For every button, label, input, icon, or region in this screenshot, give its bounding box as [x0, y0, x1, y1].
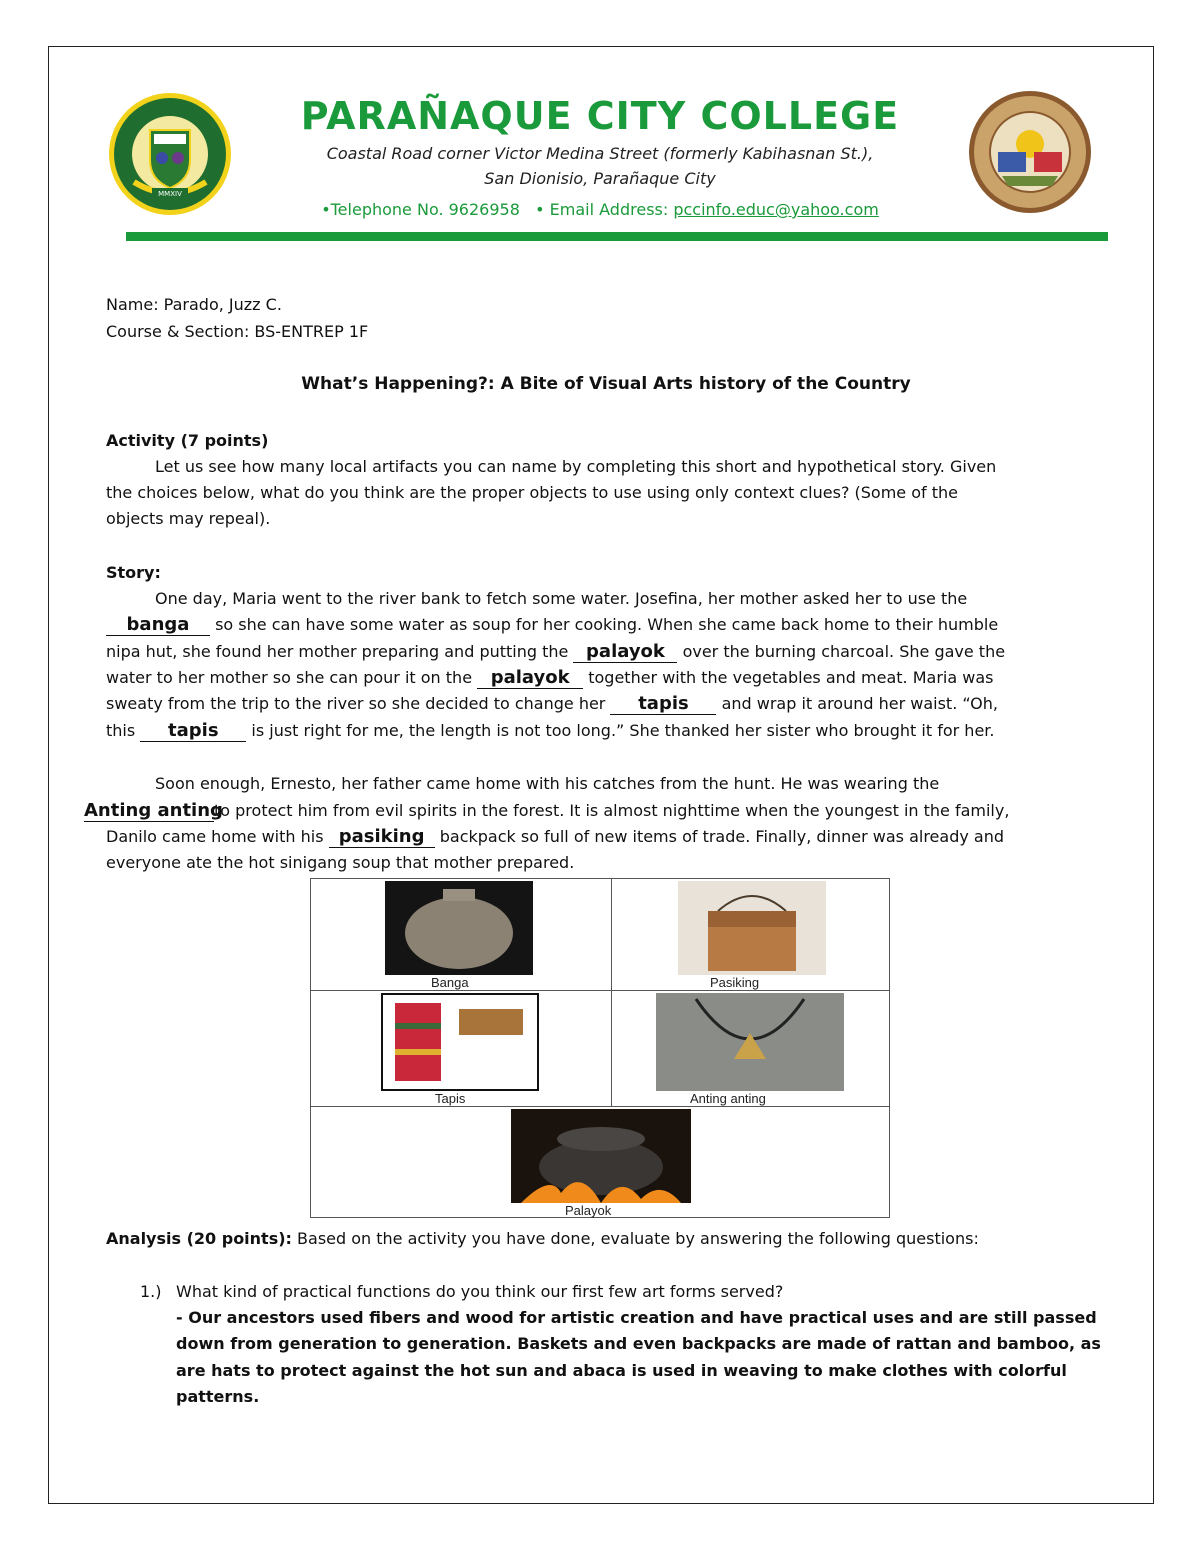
caption-banga: Banga	[431, 975, 469, 990]
story-line-5-pre: sweaty from the trip to the river so she decided to change her	[106, 694, 606, 713]
address-line-2: San Dionisio, Parañaque City	[484, 169, 716, 188]
email-link[interactable]: pccinfo.educ@yahoo.com	[673, 200, 879, 219]
pasiking-image	[678, 881, 826, 975]
page-title: What’s Happening?: A Bite of Visual Arts history of the Country	[301, 374, 911, 394]
answer-blank-banga: banga	[106, 615, 210, 636]
student-name: Name: Parado, Juzz C.	[106, 295, 282, 314]
course-section: Course & Section: BS-ENTREP 1F	[106, 322, 369, 341]
story-p2-line-3	[106, 824, 1004, 850]
story-line-5-post: and wrap it around her waist. “Oh,	[721, 694, 998, 713]
city-seal-logo	[968, 90, 1092, 214]
story-line-6-post: is just right for me, the length is not too long.” She thanked her sister who brought it for her.	[251, 721, 995, 740]
activity-line-1: Let us see how many local artifacts you can name by completing this short and hypothetical story. Given	[155, 457, 997, 476]
contact-line	[260, 200, 940, 219]
analysis-intro	[106, 1226, 979, 1252]
cell-tapis	[311, 991, 612, 1107]
story-line-1: One day, Maria went to the river bank to fetch some water. Josefina, her mother asked her to use the	[155, 589, 968, 608]
story-p2-line-3-pre: Danilo came home with his	[106, 827, 324, 846]
story-heading: Story:	[106, 563, 161, 582]
email-label: • Email Address:	[535, 200, 669, 219]
college-seal-logo	[108, 92, 232, 216]
answer-blank-pasiking: pasiking	[329, 827, 435, 848]
story-line-3-pre: nipa hut, she found her mother preparing and putting the	[106, 642, 569, 661]
activity-heading: Activity (7 points)	[106, 431, 269, 450]
caption-anting: Anting anting	[690, 1091, 766, 1106]
cell-anting	[612, 991, 889, 1107]
analysis-intro-text: Based on the activity you have done, evaluate by answering the following questions:	[297, 1229, 979, 1248]
answer-blank-tapis-1: tapis	[610, 694, 716, 715]
banga-image	[385, 881, 533, 975]
svg-text:MMXIV: MMXIV	[158, 190, 182, 198]
cell-pasiking	[612, 879, 889, 991]
answer-1-line-3: are hats to protect against the hot sun and abaca is used in weaving to make clothes with colorful	[176, 1361, 1067, 1380]
story-line-3	[106, 639, 1005, 665]
story-line-5	[106, 691, 998, 717]
story-p2-line-2-text: to protect him from evil spirits in the forest. It is almost nighttime when the youngest in the family,	[214, 801, 1010, 820]
question-1: What kind of practical functions do you think our first few art forms served?	[176, 1282, 784, 1301]
activity-line-3: objects may repeal).	[106, 509, 271, 528]
cell-banga	[311, 879, 612, 991]
artifact-image-table	[310, 878, 890, 1218]
story-line-2-text: so she can have some water as soup for her cooking. When she came back home to their humble	[215, 615, 999, 634]
activity-line-2: the choices below, what do you think are the proper objects to use using only context clues? (Some of the	[106, 483, 958, 502]
caption-tapis: Tapis	[435, 1091, 466, 1106]
header-divider	[126, 232, 1108, 241]
answer-blank-anting: Anting anting	[84, 800, 223, 821]
college-name: PARAÑAQUE CITY COLLEGE	[300, 94, 900, 138]
story-line-4-pre: water to her mother so she can pour it on the	[106, 668, 473, 687]
caption-pasiking: Pasiking	[710, 975, 760, 990]
story-line-2	[106, 612, 998, 638]
story-p2-line-2	[84, 798, 1009, 824]
story-line-6	[106, 718, 994, 744]
answer-1-line-2: down from generation to generation. Baskets and even backpacks are made of rattan and bamboo, as	[176, 1334, 1101, 1353]
story-p2-line-4: everyone ate the hot sinigang soup that mother prepared.	[106, 853, 575, 872]
story-line-6-pre: this	[106, 721, 136, 740]
question-1-number: 1.)	[140, 1282, 162, 1301]
palayok-image	[511, 1109, 691, 1203]
cell-palayok	[311, 1107, 889, 1217]
answer-blank-tapis-2: tapis	[140, 721, 246, 742]
anting-anting-image	[656, 993, 844, 1091]
telephone: •Telephone No. 9626958	[321, 200, 520, 219]
story-line-4-post: together with the vegetables and meat. Maria was	[588, 668, 994, 687]
tapis-image	[381, 993, 539, 1091]
answer-blank-palayok-2: palayok	[477, 668, 583, 689]
story-line-3-post: over the burning charcoal. She gave the	[682, 642, 1006, 661]
answer-blank-palayok-1: palayok	[573, 642, 677, 663]
address-line-1: Coastal Road corner Victor Medina Street (formerly Kabihasnan St.),	[326, 144, 874, 163]
analysis-heading: Analysis (20 points):	[106, 1229, 292, 1248]
story-p2-line-1: Soon enough, Ernesto, her father came home with his catches from the hunt. He was wearing the	[155, 774, 940, 793]
caption-palayok: Palayok	[565, 1203, 612, 1218]
answer-1-line-4: patterns.	[176, 1387, 260, 1406]
answer-1-line-1: - Our ancestors used fibers and wood for artistic creation and have practical uses and are still passed	[176, 1308, 1097, 1327]
story-line-4	[106, 665, 993, 691]
story-p2-line-3-post: backpack so full of new items of trade. Finally, dinner was already and	[439, 827, 1004, 846]
